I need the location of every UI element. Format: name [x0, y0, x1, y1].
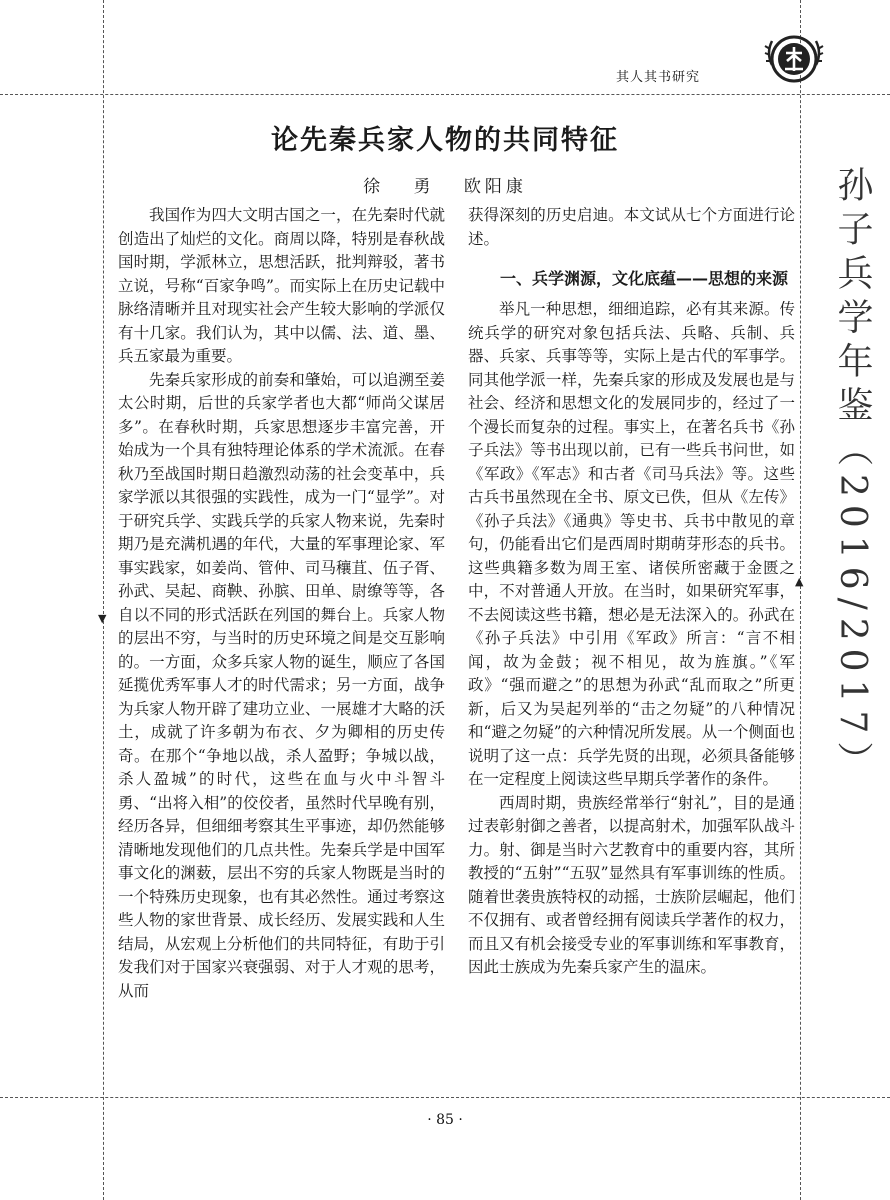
paragraph: 举凡一种思想，细细追踪，必有其来源。传统兵学的研究对象包括兵法、兵略、兵制、兵器、兵家、兵事等等，实际上是古代的军事学。同其他学派一样，先秦兵家的形成及发展也是与社会、经济和思想文化的发展同步的，经过了一个漫长而复杂的过程。事实上，在著名兵书《孙子兵法》等书出现以前，已有一些兵书问世，如《军政》《军志》和古者《司马兵法》等。这些古兵书虽然现在全书、原文已佚，但从《左传》《孙子兵法》《通典》等史书、兵书中散见的章句，仍能看出它们是西周时期萌芽形态的兵书。这些典籍多数为周王室、诸侯所密藏于金匮之中，不对普通人开放。在当时，如果研究军事，不去阅读这些书籍，想必是无法深入的。孙武在《孙子兵法》中引用《军政》所言：“言不相闻，故为金鼓；视不相见，故为旌旗。”《军政》“强而避之”的思想为孙武“乱而取之”所更新，后又为吴起列举的“击之勿疑”的八种情况和“避之勿疑”的六种情况所发展。从一个侧面也说明了这一点：兵学先贤的出现，必须具备能够在一定程度上阅读这些早期兵学著作的条件。: [468, 300, 795, 788]
right-column: [468, 204, 795, 980]
left-margin-arrow-down-icon: ▼: [98, 612, 107, 625]
header-divider-line: [0, 94, 890, 95]
footer-divider-line: [0, 1097, 890, 1098]
paragraph-continuation: 获得深刻的历史启迪。本文试从七个方面进行论述。: [468, 206, 795, 248]
page-number: · 85 ·: [427, 1112, 463, 1128]
article-title: 论先秦兵家人物的共同特征: [271, 125, 619, 156]
left-column: [118, 204, 445, 1003]
yearbook-side-title: 孙子兵学年鉴（2016/2017）: [832, 166, 873, 786]
section-heading: 一、兵学渊源，文化底蕴——思想的来源: [500, 269, 789, 288]
yearbook-emblem-icon: [762, 25, 826, 89]
left-margin-line: [103, 0, 104, 1200]
section-tag: 其人其书研究: [616, 70, 701, 85]
paragraph: 我国作为四大文明古国之一，在先秦时代就创造出了灿烂的文化。商周以降，特别是春秋战国时期，学派林立，思想活跃，批判辩驳，著书立说，号称“百家争鸣”。而实际上在历史记载中脉络清晰并且对现实社会产生较大影响的学派仅有十几家。我们认为，其中以儒、法、道、墨、兵五家最为重要。: [118, 206, 445, 365]
paragraph: 西周时期，贵族经常举行“射礼”，目的是通过表彰射御之善者，以提高射术，加强军队战斗力。射、御是当时六艺教育中的重要内容，其所教授的“五射”“五驭”显然具有军事训练的性质。随着世袭贵族特权的动摇，士族阶层崛起，他们不仅拥有、或者曾经拥有阅读兵学著作的权力，而且又有机会接受专业的军事训练和军事教育，因此士族成为先秦兵家产生的温床。: [468, 793, 795, 976]
right-margin-arrow-up-icon: ▲: [795, 575, 804, 588]
paragraph: 先秦兵家形成的前奏和肇始，可以追溯至姜太公时期，后世的兵家学者也大都“师尚父谋居多”。在春秋时期，兵家思想逐步丰富完善，开始成为一个具有独特理论体系的学术流派。在春秋乃至战国时期日趋激烈动荡的社会变革中，兵家学派以其很强的实践性，成为一门“显学”。对于研究兵学、实践兵学的兵家人物来说，先秦时期乃是充满机遇的年代，大量的军事理论家、军事实践家，如姜尚、管仲、司马穰苴、伍子胥、孙武、吴起、商鞅、孙膑、田单、尉缭等等，各自以不同的形式活跃在列国的舞台上。兵家人物的层出不穷，与当时的历史环境之间是交互影响的。一方面，众多兵家人物的诞生，顺应了各国延揽优秀军事人才的时代需求；另一方面，战争为兵家人物开辟了建功立业、一展雄才大略的沃土，成就了许多朝为布衣、夕为卿相的历史传奇。在那个“争地以战，杀人盈野；争城以战，杀人盈城”的时代，这些在血与火中斗智斗勇、“出将入相”的佼佼者，虽然时代早晚有别，经历各异，但细细考察其生平事迹，却仍然能够清晰地发现他们的几点共性。先秦兵学是中国军事文化的渊薮，层出不穷的兵家人物既是当时的一个特殊历史现象，也有其必然性。通过考察这些人物的家世背景、成长经历、发展实践和人生结局，从宏观上分析他们的共同特征，有助于引发我们对于国家兴衰强弱、对于人才观的思考，从而: [118, 370, 445, 1000]
article-authors: 徐 勇 欧阳康: [363, 177, 527, 197]
right-margin-line: [800, 0, 801, 1200]
